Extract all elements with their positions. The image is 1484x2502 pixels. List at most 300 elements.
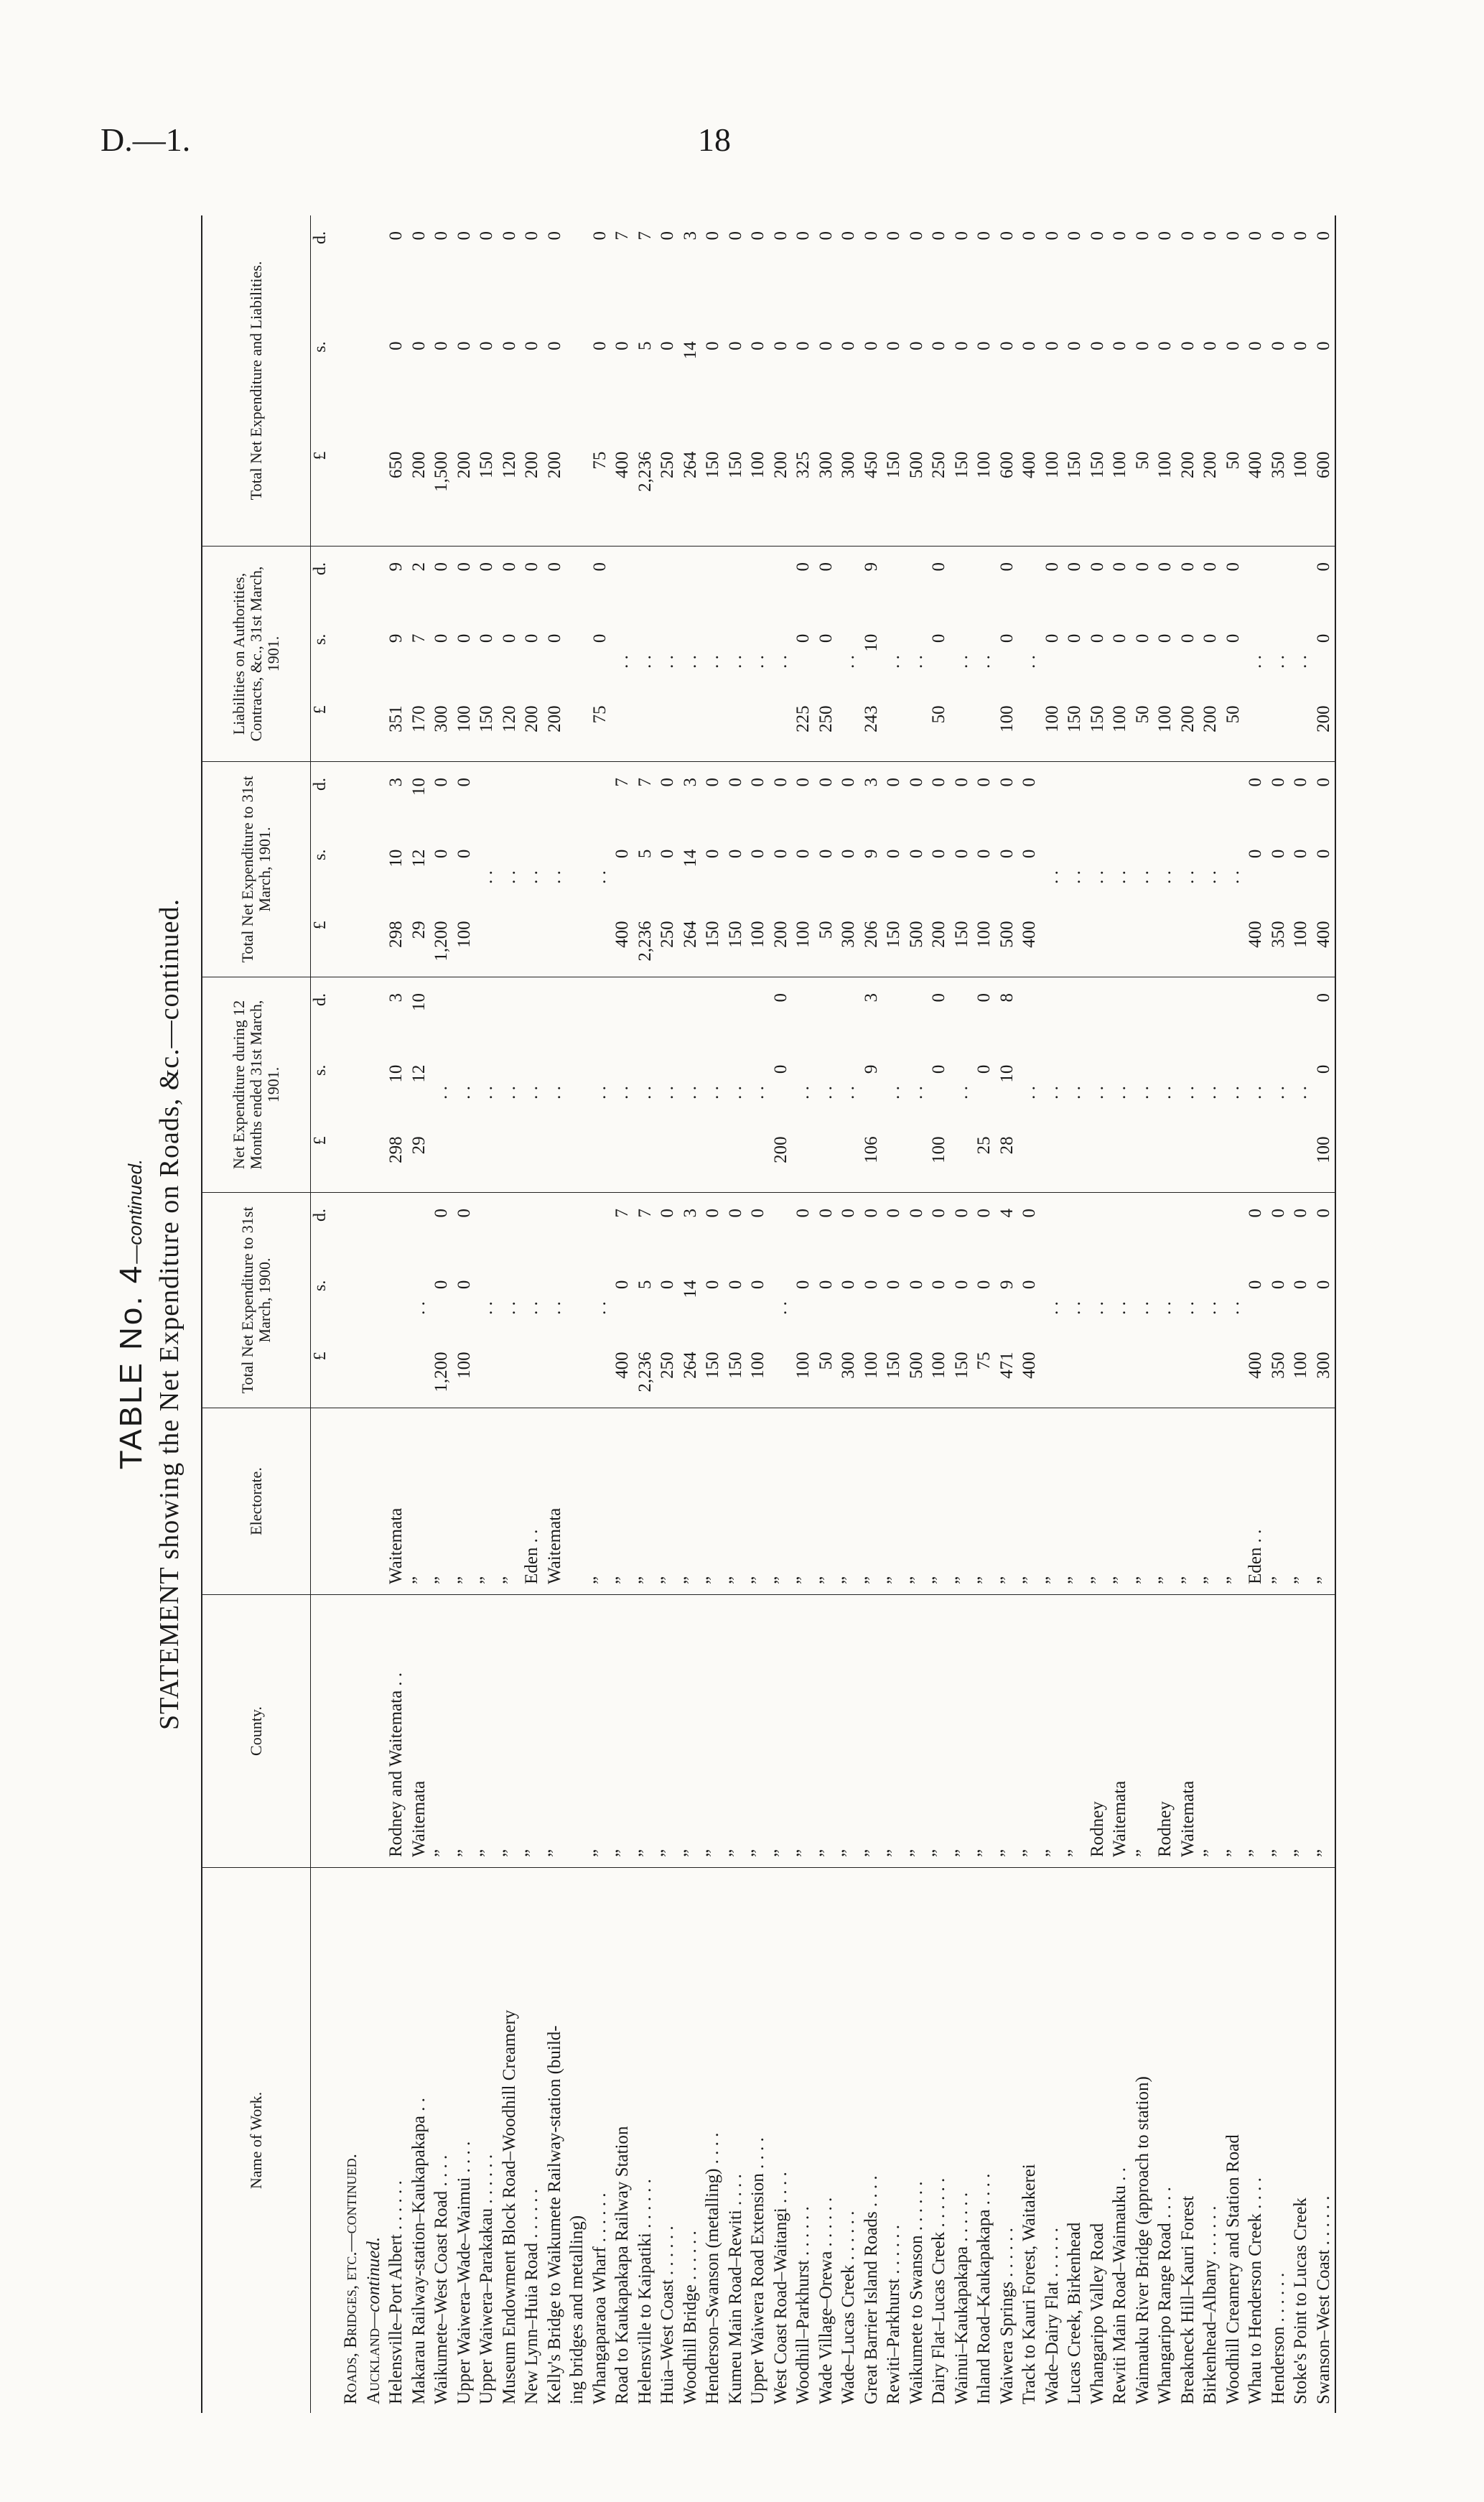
cell-name: Wade–Lucas Creek . . . . . . bbox=[837, 1867, 860, 2413]
cell-e12: . . bbox=[1154, 977, 1177, 1192]
cell-e1900: . . bbox=[498, 1192, 521, 1408]
table-row bbox=[996, 215, 1019, 2413]
cell-e1901: 200 0 0 bbox=[928, 761, 951, 977]
cell-e12: . . bbox=[1177, 977, 1200, 1192]
cell-e1900: 100 0 0 bbox=[1289, 1192, 1312, 1408]
cell-e12: . . bbox=[1086, 977, 1109, 1192]
cell-e1901: 400 0 0 bbox=[1244, 761, 1267, 977]
cell-name: Waiwera Springs . . . . . . bbox=[996, 1867, 1019, 2413]
cell-liab: 75 0 0 bbox=[589, 546, 612, 761]
header-county: County. bbox=[202, 1594, 310, 1867]
cell-electorate: ” bbox=[1041, 1408, 1064, 1594]
cell-name: Helensville–Port Albert . . . . . . bbox=[385, 1867, 408, 2413]
cell-electorate: ” bbox=[656, 1408, 679, 1594]
table-title: TABLE No. 4—continued. bbox=[113, 1158, 149, 1470]
cell-name: Upper Waiwera–Wade–Waimui . . . . bbox=[453, 1867, 476, 2413]
cell-e12: . . bbox=[747, 977, 770, 1192]
cell-liab: 200 0 0 bbox=[1199, 546, 1222, 761]
cell-county: ” bbox=[521, 1594, 543, 1867]
cell-county: Waitemata bbox=[1109, 1594, 1131, 1867]
cell-total: 150 0 0 bbox=[477, 231, 496, 479]
cell-county: ” bbox=[1199, 1594, 1222, 1867]
cell-e1901: . . bbox=[1222, 761, 1245, 977]
cell-e1900: . . bbox=[1154, 1192, 1177, 1408]
cell-total: 250 0 0 bbox=[929, 231, 948, 479]
units-exp-12-months: £ s. d. bbox=[311, 977, 340, 1192]
cell-e1900 bbox=[385, 1192, 408, 1408]
page-identifier: D.—1. bbox=[101, 121, 191, 158]
cell-electorate: ” bbox=[860, 1408, 883, 1594]
cell-liab: . . bbox=[656, 546, 679, 761]
cell-electorate: ” bbox=[430, 1408, 453, 1594]
cell-e12: 200 0 0 bbox=[770, 977, 793, 1192]
section-subtitle-row bbox=[363, 215, 386, 2413]
cell-name: Woodhill Creamery and Station Road bbox=[1222, 1867, 1245, 2413]
cell-name: Lucas Creek, Birkenhead bbox=[1063, 1867, 1086, 2413]
cell-e12: . . bbox=[1041, 977, 1064, 1192]
table-row bbox=[521, 215, 543, 2413]
cell-county: Rodney and Waitemata . . bbox=[385, 1594, 408, 1867]
cell-county bbox=[566, 1594, 589, 1867]
cell-e1901: 400 0 0 bbox=[1312, 761, 1335, 977]
cell-electorate: ” bbox=[679, 1408, 702, 1594]
cell-liab: 200 0 0 bbox=[1177, 546, 1200, 761]
cell-name: Helensville to Kaipatiki . . . . . . bbox=[634, 1867, 657, 2413]
cell-e12: . . bbox=[1131, 977, 1154, 1192]
cell-name: Whau to Henderson Creek . . . . bbox=[1244, 1867, 1267, 2413]
cell-total: 150 0 0 bbox=[703, 231, 722, 479]
cell-liab bbox=[566, 546, 589, 761]
cell-e12: . . bbox=[679, 977, 702, 1192]
cell-liab: . . bbox=[1289, 546, 1312, 761]
cell-e1901: 400 0 0 bbox=[1018, 761, 1041, 977]
table-row bbox=[951, 215, 974, 2413]
table-row bbox=[543, 215, 566, 2413]
table-row bbox=[837, 215, 860, 2413]
cell-liab: 50 0 0 bbox=[1222, 546, 1245, 761]
cell-e1901: 250 0 0 bbox=[656, 761, 679, 977]
cell-name: Inland Road–Kaukapakapa . . . . bbox=[973, 1867, 996, 2413]
cell-electorate: ” bbox=[1177, 1408, 1200, 1594]
cell-electorate: ” bbox=[634, 1408, 657, 1594]
table-row bbox=[1154, 215, 1177, 2413]
cell-county: Waitemata bbox=[408, 1594, 431, 1867]
cell-name: Stoke's Point to Lucas Creek bbox=[1289, 1867, 1312, 2413]
cell-e1901: 100 0 0 bbox=[973, 761, 996, 977]
cell-e1900: . . bbox=[475, 1192, 498, 1408]
cell-e1900: . . bbox=[521, 1192, 543, 1408]
cell-name: Whangaparaoa Wharf . . . . . . bbox=[589, 1867, 612, 2413]
cell-total: 400 0 0 bbox=[1019, 231, 1039, 479]
cell-name: Woodhill Bridge . . . . . . bbox=[679, 1867, 702, 2413]
cell-name: Museum Endowment Block Road–Woodhill Creamery bbox=[498, 1867, 521, 2413]
cell-e1901: 2,236 5 7 bbox=[634, 761, 657, 977]
cell-e1900: . . bbox=[1131, 1192, 1154, 1408]
cell-liab: . . bbox=[724, 546, 747, 761]
cell-name: Rewiti Main Road–Waimauku . . bbox=[1109, 1867, 1131, 2413]
cell-e1901: 50 0 0 bbox=[815, 761, 838, 977]
cell-e12: . . bbox=[589, 977, 612, 1192]
cell-e12: . . bbox=[611, 977, 634, 1192]
cell-total: 100 0 0 bbox=[1042, 231, 1062, 479]
section-title-row bbox=[340, 215, 363, 2413]
table-row bbox=[475, 215, 498, 2413]
section-title: Roads, Bridges, etc.—continued. bbox=[340, 1867, 363, 2413]
cell-e1900: . . bbox=[1086, 1192, 1109, 1408]
cell-e1901: . . bbox=[498, 761, 521, 977]
cell-county: ” bbox=[951, 1594, 974, 1867]
cell-name: Waimauku River Bridge (approach to station) bbox=[1131, 1867, 1154, 2413]
cell-electorate: ” bbox=[1018, 1408, 1041, 1594]
cell-total: 200 0 0 bbox=[770, 231, 790, 479]
cell-name: Dairy Flat–Lucas Creek . . . . . . bbox=[928, 1867, 951, 2413]
cell-liab: 200 0 0 bbox=[1312, 546, 1335, 761]
cell-county: ” bbox=[815, 1594, 838, 1867]
header-exp-12-months: Net Expenditure during 12 Months ended 31st March, 1901. bbox=[202, 977, 310, 1192]
cell-e12: . . bbox=[905, 977, 928, 1192]
cell-liab: 120 0 0 bbox=[498, 546, 521, 761]
header-exp-1900: Total Net Expenditure to 31st March, 1900. bbox=[202, 1192, 310, 1408]
cell-e1901: 150 0 0 bbox=[701, 761, 724, 977]
cell-liab: . . bbox=[634, 546, 657, 761]
cell-county: ” bbox=[701, 1594, 724, 1867]
cell-e12: . . bbox=[475, 977, 498, 1192]
cell-e1900: . . bbox=[1177, 1192, 1200, 1408]
cell-liab: 100 0 0 bbox=[1154, 546, 1177, 761]
table-row bbox=[724, 215, 747, 2413]
cell-name: Track to Kauri Forest, Waitakerei bbox=[1018, 1867, 1041, 2413]
cell-liab: . . bbox=[770, 546, 793, 761]
units-liabilities: £ s. d. bbox=[311, 546, 340, 761]
cell-liab: 351 9 9 bbox=[385, 546, 408, 761]
cell-electorate: ” bbox=[408, 1408, 431, 1594]
cell-total: 400 0 7 bbox=[612, 231, 632, 479]
cell-e1900: 100 0 0 bbox=[453, 1192, 476, 1408]
cell-e1901: 264 14 3 bbox=[679, 761, 702, 977]
cell-name: West Coast Road–Waitangi . . . . bbox=[770, 1867, 793, 2413]
cell-electorate: ” bbox=[905, 1408, 928, 1594]
cell-e1900: 100 0 0 bbox=[860, 1192, 883, 1408]
cell-name: Kelly's Bridge to Waikumete Railway-station (build- bbox=[543, 1867, 566, 2413]
cell-e12: 106 9 3 bbox=[860, 977, 883, 1192]
cell-e1900: 471 9 4 bbox=[996, 1192, 1019, 1408]
cell-total: 100 0 0 bbox=[974, 231, 994, 479]
cell-e1900: 150 0 0 bbox=[701, 1192, 724, 1408]
cell-e1901: 1,200 0 0 bbox=[430, 761, 453, 977]
cell-e1901: . . bbox=[1109, 761, 1131, 977]
cell-name: Wade Village–Orewa . . . . . . bbox=[815, 1867, 838, 2413]
cell-liab: . . bbox=[1267, 546, 1290, 761]
header-total: Total Net Expenditure and Liabilities. bbox=[246, 261, 265, 501]
cell-name: Huia–West Coast . . . . . . bbox=[656, 1867, 679, 2413]
table-row bbox=[792, 215, 815, 2413]
cell-name: Upper Waiwera Road Extension . . . . bbox=[747, 1867, 770, 2413]
table-row bbox=[1109, 215, 1131, 2413]
cell-liab: . . bbox=[611, 546, 634, 761]
cell-liab: 100 0 0 bbox=[453, 546, 476, 761]
table-row bbox=[566, 215, 589, 2413]
table-row bbox=[770, 215, 793, 2413]
cell-county: ” bbox=[430, 1594, 453, 1867]
cell-electorate: ” bbox=[1222, 1408, 1245, 1594]
cell-electorate: ” bbox=[951, 1408, 974, 1594]
cell-e1900: 150 0 0 bbox=[724, 1192, 747, 1408]
cell-e1900: 100 0 0 bbox=[928, 1192, 951, 1408]
cell-e12: . . bbox=[430, 977, 453, 1192]
cell-e12: . . bbox=[498, 977, 521, 1192]
table-row bbox=[928, 215, 951, 2413]
cell-county: ” bbox=[1018, 1594, 1041, 1867]
cell-county: ” bbox=[634, 1594, 657, 1867]
cell-county: ” bbox=[724, 1594, 747, 1867]
cell-e1901: . . bbox=[1041, 761, 1064, 977]
table-row bbox=[498, 215, 521, 2413]
cell-e1901: 500 0 0 bbox=[996, 761, 1019, 977]
cell-total: 650 0 0 bbox=[386, 231, 406, 479]
table-row bbox=[1131, 215, 1154, 2413]
cell-electorate: ” bbox=[1063, 1408, 1086, 1594]
cell-e1901: . . bbox=[1177, 761, 1200, 977]
cell-county: Rodney bbox=[1086, 1594, 1109, 1867]
cell-total bbox=[566, 215, 589, 546]
cell-e1900: . . bbox=[1109, 1192, 1131, 1408]
cell-e1900: . . bbox=[770, 1192, 793, 1408]
cell-electorate: ” bbox=[701, 1408, 724, 1594]
cell-liab: 100 0 0 bbox=[1041, 546, 1064, 761]
cell-name: Swanson–West Coast . . . . . . bbox=[1312, 1867, 1335, 2413]
cell-liab: 100 0 0 bbox=[996, 546, 1019, 761]
cell-e1900: . . bbox=[589, 1192, 612, 1408]
table-row bbox=[611, 215, 634, 2413]
cell-electorate: ” bbox=[611, 1408, 634, 1594]
cell-e1901: 29 12 10 bbox=[408, 761, 431, 977]
cell-liab: . . bbox=[747, 546, 770, 761]
cell-liab: . . bbox=[1018, 546, 1041, 761]
cell-total: 600 0 0 bbox=[997, 231, 1017, 479]
header-exp-1901: Total Net Expenditure to 31st March, 1901. bbox=[202, 761, 310, 977]
cell-e1900 bbox=[566, 1192, 589, 1408]
cell-name: Henderson . . . . . . bbox=[1267, 1867, 1290, 2413]
cell-total: 325 0 0 bbox=[793, 231, 813, 479]
units-exp-1901: £ s. d. bbox=[311, 761, 340, 977]
cell-e12: . . bbox=[1018, 977, 1041, 1192]
cell-e12: . . bbox=[724, 977, 747, 1192]
cell-e12: . . bbox=[453, 977, 476, 1192]
cell-e1901: . . bbox=[589, 761, 612, 977]
cell-county: ” bbox=[1312, 1594, 1335, 1867]
cell-name: Waikumete to Swanson . . . . . . bbox=[905, 1867, 928, 2413]
cell-e12: . . bbox=[882, 977, 905, 1192]
cell-electorate: ” bbox=[928, 1408, 951, 1594]
cell-e12: . . bbox=[701, 977, 724, 1192]
cell-total: 264 14 3 bbox=[680, 231, 700, 479]
cell-total: 200 0 0 bbox=[454, 231, 474, 479]
cell-electorate: ” bbox=[1289, 1408, 1312, 1594]
table-row bbox=[905, 215, 928, 2413]
cell-e1900: 264 14 3 bbox=[679, 1192, 702, 1408]
table-row bbox=[1177, 215, 1200, 2413]
cell-county: ” bbox=[679, 1594, 702, 1867]
cell-county: ” bbox=[792, 1594, 815, 1867]
cell-liab: 50 0 0 bbox=[928, 546, 951, 761]
cell-name: Breakneck Hill–Kauri Forest bbox=[1177, 1867, 1200, 2413]
cell-name: Whangaripo Range Road . . . . bbox=[1154, 1867, 1177, 2413]
cell-e1901: 100 0 0 bbox=[747, 761, 770, 977]
cell-e1900: 50 0 0 bbox=[815, 1192, 838, 1408]
cell-e1901: . . bbox=[1086, 761, 1109, 977]
cell-county: ” bbox=[747, 1594, 770, 1867]
cell-county: ” bbox=[770, 1594, 793, 1867]
cell-total: 150 0 0 bbox=[884, 231, 903, 479]
cell-county: ” bbox=[1267, 1594, 1290, 1867]
table-row bbox=[747, 215, 770, 2413]
table-row bbox=[634, 215, 657, 2413]
cell-total: 350 0 0 bbox=[1268, 231, 1288, 479]
cell-electorate: Eden . . bbox=[521, 1408, 543, 1594]
table-title-block bbox=[101, 215, 185, 2413]
cell-total: 300 0 0 bbox=[816, 231, 836, 479]
table-row bbox=[430, 215, 453, 2413]
cell-e12: 298 10 3 bbox=[385, 977, 408, 1192]
page-number: 18 bbox=[698, 121, 731, 158]
table-row bbox=[1041, 215, 1064, 2413]
cell-electorate: ” bbox=[996, 1408, 1019, 1594]
cell-e1900: 150 0 0 bbox=[951, 1192, 974, 1408]
cell-e1901: . . bbox=[475, 761, 498, 977]
cell-e1901: 100 0 0 bbox=[453, 761, 476, 977]
cell-liab: 250 0 0 bbox=[815, 546, 838, 761]
cell-e1901: 150 0 0 bbox=[882, 761, 905, 977]
table-row bbox=[1267, 215, 1290, 2413]
cell-total: 150 0 0 bbox=[951, 231, 971, 479]
table-row bbox=[882, 215, 905, 2413]
cell-e1900: . . bbox=[1041, 1192, 1064, 1408]
cell-electorate: ” bbox=[1312, 1408, 1335, 1594]
cell-county: ” bbox=[837, 1594, 860, 1867]
cell-total: 100 0 0 bbox=[748, 231, 767, 479]
cell-e1901: 100 0 0 bbox=[792, 761, 815, 977]
cell-electorate: Waitemata bbox=[385, 1408, 408, 1594]
cell-name: Wainui–Kaukapakapa . . . . . . bbox=[951, 1867, 974, 2413]
cell-e1900: 400 0 0 bbox=[1244, 1192, 1267, 1408]
section-subtitle: Auckland—continued. bbox=[363, 1867, 386, 2413]
header-name-of-work: Name of Work. bbox=[202, 1867, 310, 2413]
cell-electorate: ” bbox=[973, 1408, 996, 1594]
cell-e1900: 75 0 0 bbox=[973, 1192, 996, 1408]
cell-e1900: . . bbox=[1063, 1192, 1086, 1408]
cell-county: ” bbox=[1222, 1594, 1245, 1867]
cell-e1901: . . bbox=[1063, 761, 1086, 977]
cell-electorate: Eden . . bbox=[1244, 1408, 1267, 1594]
cell-name: Henderson–Swanson (metalling) . . . . bbox=[701, 1867, 724, 2413]
cell-name: Makarau Railway-station–Kaukapakapa . . bbox=[408, 1867, 431, 2413]
cell-name: ing bridges and metalling) bbox=[566, 1867, 589, 2413]
cell-total: 200 0 0 bbox=[1177, 231, 1198, 479]
header-electorate: Electorate. bbox=[202, 1408, 310, 1594]
table-row bbox=[1018, 215, 1041, 2413]
cell-name: Birkenhead–Albany . . . . . . bbox=[1199, 1867, 1222, 2413]
cell-e1901: 150 0 0 bbox=[724, 761, 747, 977]
cell-liab: . . bbox=[905, 546, 928, 761]
cell-e12: 29 12 10 bbox=[408, 977, 431, 1192]
cell-county: ” bbox=[1244, 1594, 1267, 1867]
cell-liab: 50 0 0 bbox=[1131, 546, 1154, 761]
cell-total: 500 0 0 bbox=[906, 231, 926, 479]
cell-liab: 300 0 0 bbox=[430, 546, 453, 761]
cell-liab: . . bbox=[973, 546, 996, 761]
cell-total: 200 0 0 bbox=[544, 231, 564, 479]
cell-e1900: . . bbox=[543, 1192, 566, 1408]
cell-electorate: ” bbox=[1109, 1408, 1131, 1594]
cell-e1901: 150 0 0 bbox=[951, 761, 974, 977]
cell-electorate: ” bbox=[882, 1408, 905, 1594]
cell-name: New Lynn–Huia Road . . . . . . bbox=[521, 1867, 543, 2413]
cell-total: 50 0 0 bbox=[1132, 231, 1152, 470]
cell-total: 150 0 0 bbox=[725, 231, 745, 479]
cell-e1900: . . bbox=[1199, 1192, 1222, 1408]
cell-e12: . . bbox=[837, 977, 860, 1192]
cell-e1901: 350 0 0 bbox=[1267, 761, 1290, 977]
cell-total: 100 0 0 bbox=[1155, 231, 1175, 479]
cell-county: ” bbox=[1131, 1594, 1154, 1867]
cell-e12: . . bbox=[792, 977, 815, 1192]
cell-county: ” bbox=[543, 1594, 566, 1867]
cell-county: ” bbox=[882, 1594, 905, 1867]
cell-e12: . . bbox=[815, 977, 838, 1192]
cell-county: ” bbox=[498, 1594, 521, 1867]
cell-county: ” bbox=[860, 1594, 883, 1867]
cell-name: Great Barrier Island Roads . . . . bbox=[860, 1867, 883, 2413]
cell-county: ” bbox=[1063, 1594, 1086, 1867]
cell-liab: . . bbox=[837, 546, 860, 761]
cell-e12: . . bbox=[1222, 977, 1245, 1192]
cell-e1900: 150 0 0 bbox=[882, 1192, 905, 1408]
cell-e12: . . bbox=[543, 977, 566, 1192]
cell-e12: . . bbox=[634, 977, 657, 1192]
cell-e1901: . . bbox=[1131, 761, 1154, 977]
cell-liab: 200 0 0 bbox=[543, 546, 566, 761]
cell-total: 100 0 0 bbox=[1291, 231, 1310, 479]
cell-e1900: 300 0 0 bbox=[1312, 1192, 1335, 1408]
cell-total: 75 0 0 bbox=[589, 231, 610, 470]
table-statement: STATEMENT showing the Net Expenditure on Roads, &c.—continued. bbox=[154, 898, 185, 1730]
cell-county: ” bbox=[905, 1594, 928, 1867]
cell-total: 1,500 0 0 bbox=[431, 231, 451, 492]
header-liabilities: Liabilities on Authorities, Contracts, &c., 31st March, 1901. bbox=[202, 546, 310, 761]
cell-electorate: ” bbox=[1131, 1408, 1154, 1594]
cell-county: ” bbox=[928, 1594, 951, 1867]
cell-name: Upper Waiwera–Parakakau . . . . . . bbox=[475, 1867, 498, 2413]
table-row bbox=[656, 215, 679, 2413]
cell-total: 200 0 0 bbox=[1200, 231, 1220, 479]
cell-electorate: ” bbox=[1267, 1408, 1290, 1594]
cell-e12: 100 0 0 bbox=[928, 977, 951, 1192]
cell-electorate: ” bbox=[589, 1408, 612, 1594]
cell-county: ” bbox=[1041, 1594, 1064, 1867]
cell-electorate bbox=[566, 1408, 589, 1594]
cell-e12: . . bbox=[656, 977, 679, 1192]
table-row bbox=[1244, 215, 1267, 2413]
cell-e1901: 500 0 0 bbox=[905, 761, 928, 977]
cell-e1901: 298 10 3 bbox=[385, 761, 408, 977]
cell-total: 100 0 0 bbox=[1110, 231, 1129, 479]
cell-county: ” bbox=[1289, 1594, 1312, 1867]
table-row bbox=[1222, 215, 1245, 2413]
cell-electorate: ” bbox=[1086, 1408, 1109, 1594]
cell-e1900: . . bbox=[408, 1192, 431, 1408]
cell-electorate: ” bbox=[770, 1408, 793, 1594]
cell-e1901: 400 0 7 bbox=[611, 761, 634, 977]
